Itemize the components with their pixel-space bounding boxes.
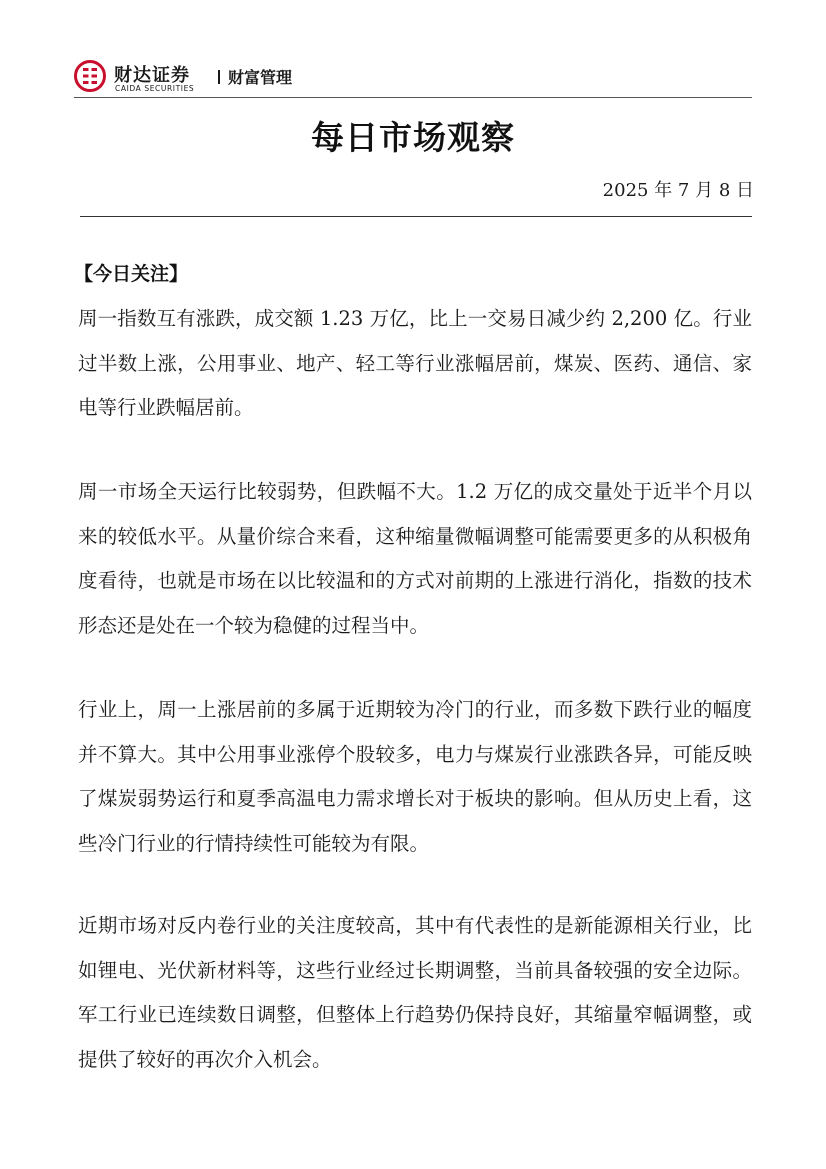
section-heading: 【今日关注】	[74, 263, 189, 285]
brand-name-cn: 财达证券	[114, 65, 190, 86]
caida-logo-icon	[74, 60, 106, 92]
brand-separator	[218, 70, 220, 84]
paragraph: 周一市场全天运行比较弱势，但跌幅不大。1.2 万亿的成交量处于近半个月以来的较低水平。从量价综合来看，这种缩量微幅调整可能需要更多的从积极角度看待，也就是市场在以比较温和的方式对前期的上涨进行消化，指数的技术形态还是处在一个较为稳健的过程当中。	[78, 480, 752, 637]
page-header	[74, 58, 752, 98]
paragraph: 周一指数互有涨跌，成交额 1.23 万亿，比上一交易日减少约 2,200 亿。行业过半数上涨，公用事业、地产、轻工等行业涨幅居前，煤炭、医药、通信、家电等行业跌幅居前。	[78, 307, 752, 419]
header-divider	[74, 97, 752, 98]
date-divider	[80, 216, 752, 217]
report-date: 2025 年 7 月 8 日	[602, 180, 754, 201]
brand-name-en: CAIDA SECURITIES	[115, 84, 195, 93]
report-title: 每日市场观察	[311, 118, 515, 157]
brand-subtitle: 财富管理	[228, 68, 293, 87]
paragraph: 行业上，周一上涨居前的多属于近期较为冷门的行业，而多数下跌行业的幅度并不算大。其中公用事业涨停个股较多，电力与煤炭行业涨跌各异，可能反映了煤炭弱势运行和夏季高温电力需求增长对于板块的影响。但从历史上看，这些冷门行业的行情持续性可能较为有限。	[78, 698, 752, 855]
paragraph: 近期市场对反内卷行业的关注度较高，其中有代表性的是新能源相关行业，比如锂电、光伏新材料等，这些行业经过长期调整，当前具备较强的安全边际。军工行业已连续数日调整，但整体上行趋势仍保持良好，其缩量窄幅调整，或提供了较好的再次介入机会。	[78, 914, 752, 1071]
